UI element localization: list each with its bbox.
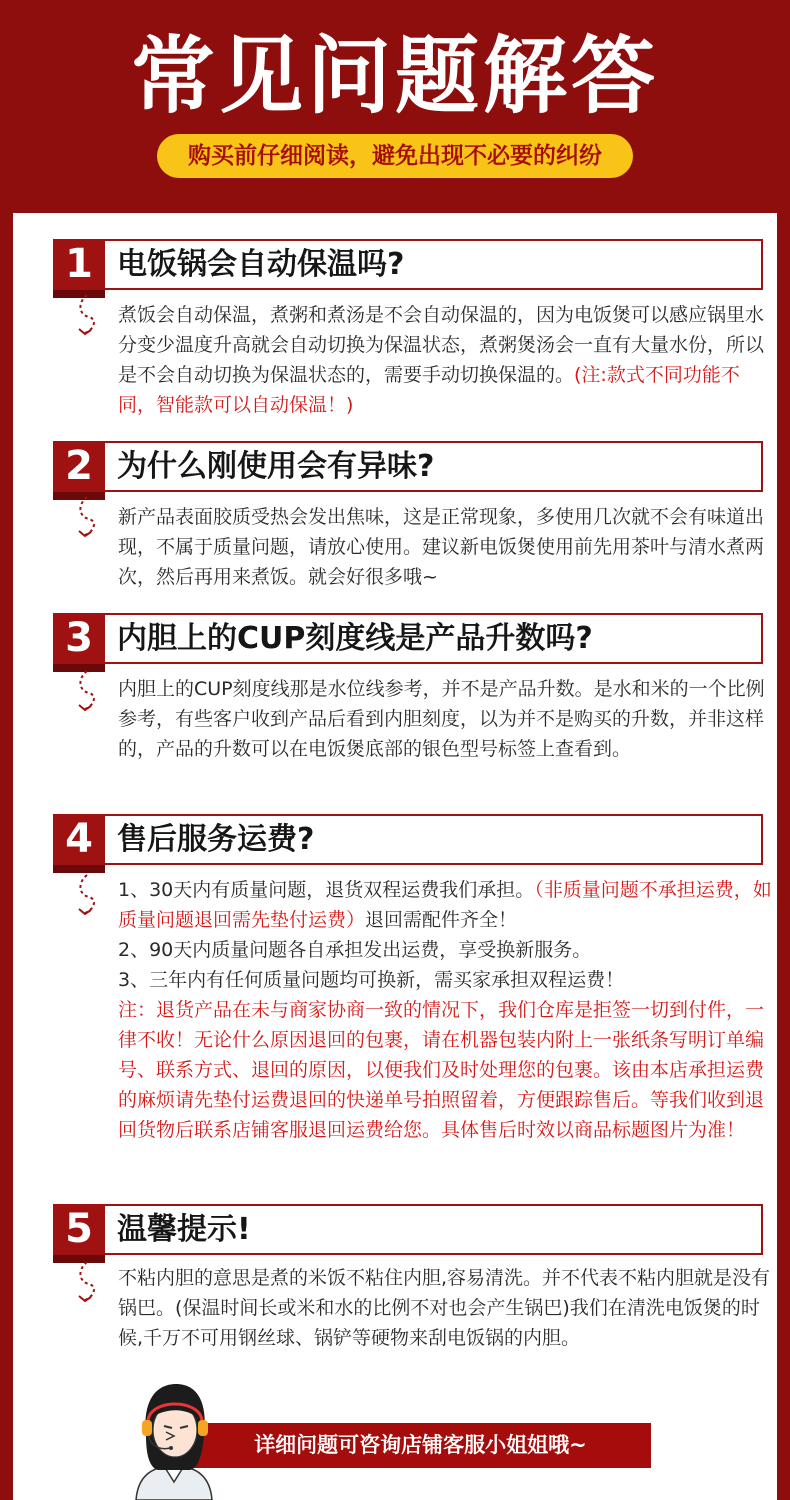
contact-banner: 详细问题可咨询店铺客服小姐姐哦~	[190, 1423, 651, 1468]
faq-answer-4	[118, 875, 773, 1145]
subtitle-banner: 购买前仔细阅读，避免出现不必要的纠纷	[157, 134, 633, 178]
question-number: 1	[53, 239, 105, 290]
faq-answer-2	[118, 502, 773, 592]
number-tab-shadow	[53, 865, 105, 873]
question-number: 2	[53, 441, 105, 492]
dashed-curved-arrow-icon	[75, 495, 101, 539]
service-item-1: 1、30天内有质量问题，退货双程运费我们承担。（非质量问题不承担运费，如质量问题退回需先垫付运费）退回需配件齐全！	[118, 879, 772, 931]
faq-answer-3	[118, 674, 773, 764]
faq-panel	[13, 213, 777, 1500]
question-text: 售后服务运费?	[117, 822, 315, 857]
dashed-curved-arrow-icon	[75, 1260, 101, 1304]
question-text: 为什么刚使用会有异味?	[117, 449, 435, 484]
service-item-3: 3、三年内有任何质量问题均可换新，需买家承担双程运费！	[118, 969, 625, 991]
faq-answer-1	[118, 300, 773, 420]
customer-service-avatar-icon	[128, 1378, 220, 1500]
answer-text: 煮饭会自动保温，煮粥和煮汤是不会自动保温的，因为电饭煲可以感应锅里水分变少温度升高就会自动切换为保温状态，煮粥煲汤会一直有大量水份，所以是不会自动切换为保温状态的，需要手动切换保温的。	[118, 304, 765, 386]
answer-text: 内胆上的CUP刻度线那是水位线参考，并不是产品升数。是水和米的一个比例参考，有些客户收到产品后看到内胆刻度，以为并不是购买的升数，并非这样的，产品的升数可以在电饭煲底部的银色型号标签上查看到。	[118, 678, 765, 760]
question-text: 温馨提示!	[117, 1212, 251, 1247]
service-item-2: 2、90天内质量问题各自承担发出运费，享受换新服务。	[118, 939, 592, 961]
question-number: 5	[53, 1204, 105, 1255]
question-text: 电饭锅会自动保温吗?	[117, 247, 405, 282]
question-text: 内胆上的CUP刻度线是产品升数吗?	[117, 621, 593, 656]
answer-text: 新产品表面胶质受热会发出焦味，这是正常现象，多使用几次就不会有味道出现，不属于质量问题，请放心使用。建议新电饭煲使用前先用茶叶与清水煮两次，然后再用来煮饭。就会好很多哦~	[118, 506, 765, 588]
page-title: 常见问题解答	[130, 27, 659, 125]
answer-text: 不粘内胆的意思是煮的米饭不粘住内胆,容易清洗。并不代表不粘内胆就是没有锅巴。(保温时间长或米和水的比例不对也会产生锅巴)我们在清洗电饭煲的时候,千万不可用钢丝球、锅铲等硬物来刮电饭锅的内胆。	[118, 1267, 771, 1349]
question-number: 3	[53, 613, 105, 664]
dashed-curved-arrow-icon	[75, 873, 101, 917]
question-number: 4	[53, 814, 105, 865]
service-note: 注：退货产品在未与商家协商一致的情况下，我们仓库是拒签一切到付件，一律不收！无论什么原因退回的包裹，请在机器包装内附上一张纸条写明订单编号、联系方式、退回的原因，以便我们及时处理您的包裹。该由本店承担运费的麻烦请先垫付运费退回的快递单号拍照留着，方便跟踪售后。等我们收到退回货物后联系店铺客服退回运费给您。具体售后时效以商品标题图片为准！	[118, 999, 765, 1141]
dashed-curved-arrow-icon	[75, 293, 101, 337]
faq-answer-5	[118, 1263, 773, 1353]
answer-note: (注:款式不同功能不同，智能款可以自动保温！)	[118, 364, 740, 416]
dashed-curved-arrow-icon	[75, 669, 101, 713]
